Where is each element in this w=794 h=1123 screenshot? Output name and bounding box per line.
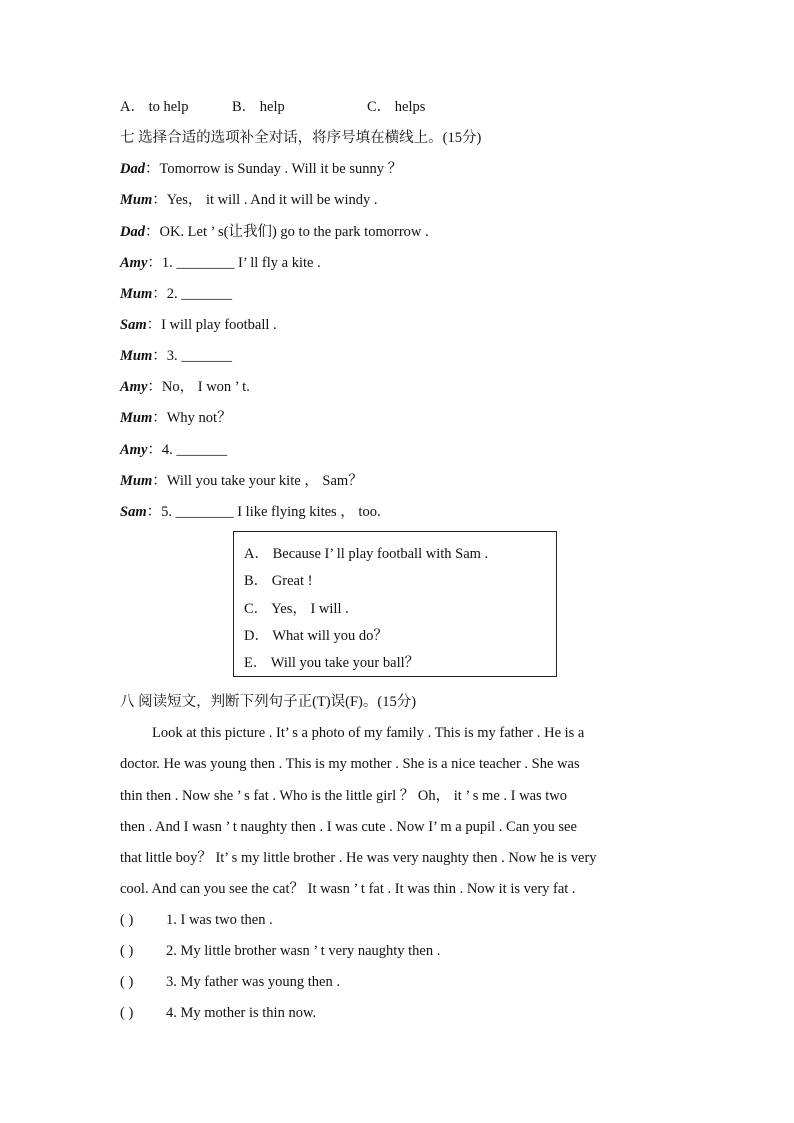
speaker-name: Sam bbox=[120, 504, 147, 520]
dialogue-text: Yes， it will . And it will be windy . bbox=[166, 192, 378, 208]
answer-blank[interactable]: ( ) bbox=[120, 943, 134, 959]
dialogue-text: Why not？ bbox=[166, 410, 232, 426]
dialogue-text: 4. _______ bbox=[161, 442, 228, 458]
choices-box bbox=[233, 531, 557, 677]
speaker-name: Sam bbox=[120, 317, 147, 333]
dialogue-text: 2. _______ bbox=[166, 286, 232, 302]
dialogue-text: Will you take your kite ， Sam？ bbox=[166, 473, 363, 489]
option-c: C． helps bbox=[367, 99, 426, 115]
dialogue-text: 1. ________ I’ ll fly a kite . bbox=[161, 255, 321, 271]
dialogue-line: Amy：4. _______ bbox=[120, 442, 228, 458]
dialogue-line: Dad：Tomorrow is Sunday . Will it be sunny ？ bbox=[120, 161, 403, 177]
passage-line: that little boy？ It’ s my little brother . He was very naughty then . Now he is very bbox=[120, 850, 597, 866]
passage-line: then . And I wasn ’ t naughty then . I was cute . Now I’ m a pupil . Can you see bbox=[120, 819, 577, 835]
dialogue-line: Mum：3. _______ bbox=[120, 348, 232, 364]
dialogue-line: Dad：OK. Let ’ s(让我们) go to the park tomorrow . bbox=[120, 224, 429, 240]
passage-line: doctor. He was young then . This is my mother . She is a nice teacher . She was bbox=[120, 756, 580, 772]
choice-item: B． Great ! bbox=[244, 573, 313, 589]
answer-blank[interactable]: ( ) bbox=[120, 974, 134, 990]
true-false-item bbox=[120, 1003, 316, 1023]
dialogue-line: Sam：I will play football . bbox=[120, 317, 277, 333]
dialogue-line: Mum：Will you take your kite ， Sam？ bbox=[120, 473, 363, 489]
passage-line: thin then . Now she ’ s fat . Who is the little girl ？ Oh， it ’ s me . I was two bbox=[120, 788, 568, 804]
true-false-item bbox=[120, 941, 440, 961]
speaker-name: Dad bbox=[120, 161, 145, 177]
statement-text: 4. My mother is thin now. bbox=[166, 1005, 317, 1021]
passage-line: cool. And can you see the cat？ It wasn ’ t fat . It was thin . Now it is very fat . bbox=[120, 881, 576, 897]
dialogue-line: Amy：No， I won ’ t. bbox=[120, 379, 250, 395]
statement-text: 1. I was two then . bbox=[166, 912, 273, 928]
section-8-heading: 八 阅读短文，判断下列句子正(T)误(F)。(15分) bbox=[120, 694, 417, 710]
speaker-name: Amy bbox=[120, 442, 148, 458]
true-false-item bbox=[120, 972, 340, 992]
dialogue-text: 3. _______ bbox=[166, 348, 232, 364]
dialogue-text: 5. ________ I like flying kites ， too. bbox=[161, 504, 381, 520]
speaker-name: Mum bbox=[120, 473, 153, 489]
dialogue-text: I will play football . bbox=[161, 317, 277, 333]
choice-item: D． What will you do？ bbox=[244, 628, 388, 644]
section-7-heading: 七 选择合适的选项补全对话，将序号填在横线上。(15分) bbox=[120, 130, 482, 146]
speaker-name: Mum bbox=[120, 286, 153, 302]
dialogue-text: No， I won ’ t. bbox=[161, 379, 250, 395]
speaker-name: Mum bbox=[120, 192, 153, 208]
statement-text: 2. My little brother wasn ’ t very naughty then . bbox=[166, 943, 441, 959]
dialogue-line: Mum：Why not？ bbox=[120, 410, 232, 426]
choice-item: A． Because I’ ll play football with Sam . bbox=[244, 546, 489, 562]
choice-item: E． Will you take your ball？ bbox=[244, 655, 420, 671]
option-b: B． help bbox=[232, 99, 285, 115]
answer-blank[interactable]: ( ) bbox=[120, 912, 134, 928]
dialogue-line: Mum：Yes， it will . And it will be windy . bbox=[120, 192, 378, 208]
dialogue-line: Mum：2. _______ bbox=[120, 286, 232, 302]
passage-line: Look at this picture . It’ s a photo of my family . This is my father . He is a bbox=[152, 725, 585, 741]
dialogue-text: Tomorrow is Sunday . Will it be sunny ？ bbox=[159, 161, 403, 177]
speaker-name: Dad bbox=[120, 224, 145, 240]
choice-item: C． Yes， I will . bbox=[244, 601, 349, 617]
speaker-name: Mum bbox=[120, 348, 153, 364]
answer-blank[interactable]: ( ) bbox=[120, 1005, 134, 1021]
true-false-item bbox=[120, 910, 273, 930]
speaker-name: Mum bbox=[120, 410, 153, 426]
dialogue-text: OK. Let ’ s(让我们) go to the park tomorrow . bbox=[159, 224, 429, 240]
dialogue-line: Amy：1. ________ I’ ll fly a kite . bbox=[120, 255, 321, 271]
option-a: A． to help bbox=[120, 99, 189, 115]
speaker-name: Amy bbox=[120, 255, 148, 271]
speaker-name: Amy bbox=[120, 379, 148, 395]
statement-text: 3. My father was young then . bbox=[166, 974, 340, 990]
answer-options-line bbox=[120, 97, 425, 117]
dialogue-line: Sam：5. ________ I like flying kites ， too. bbox=[120, 504, 381, 520]
